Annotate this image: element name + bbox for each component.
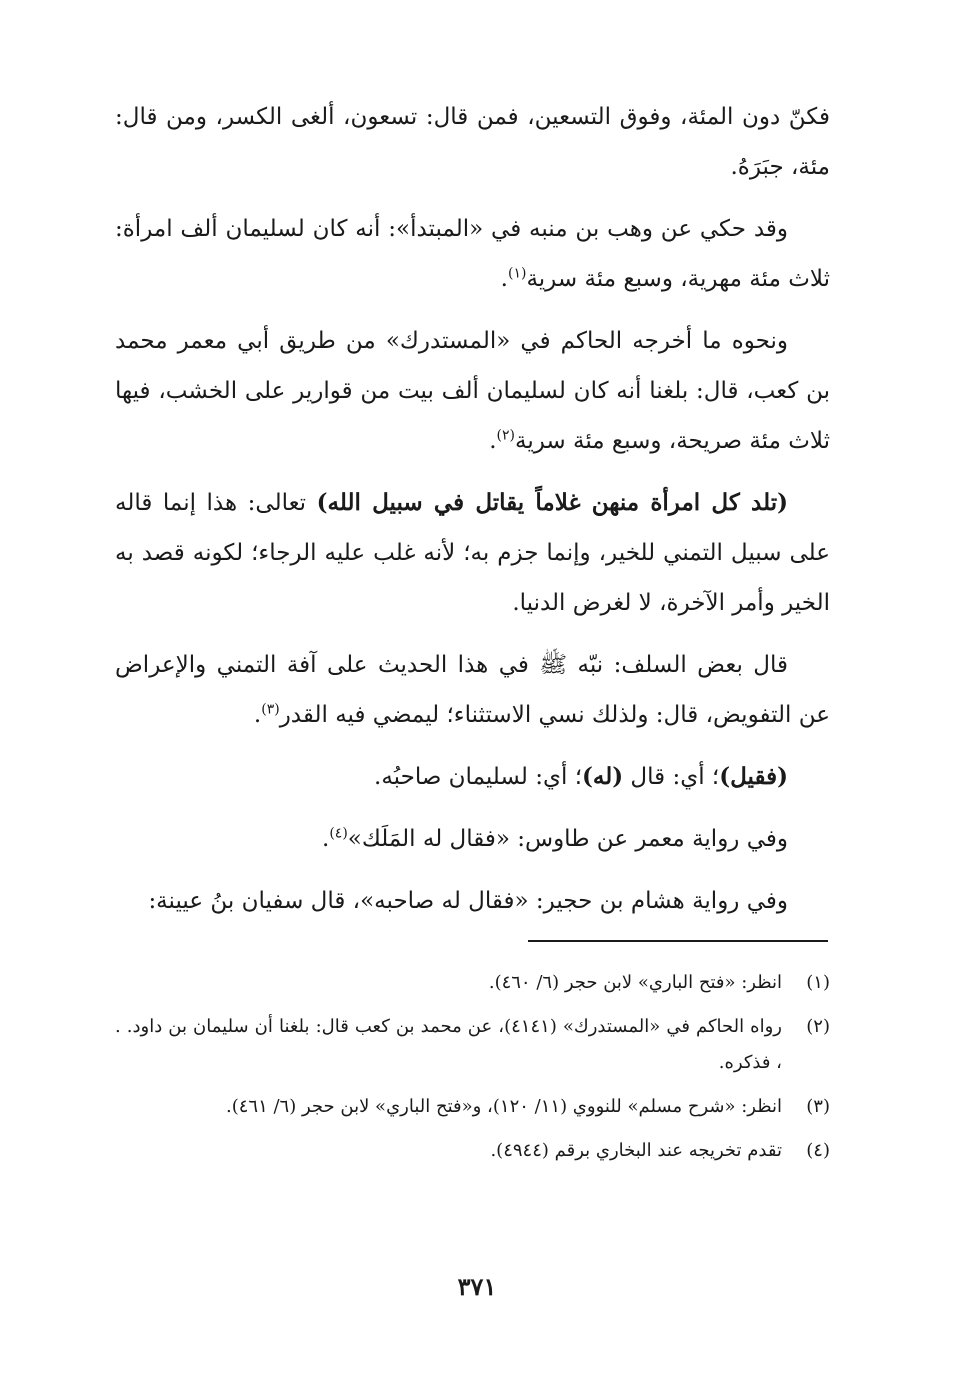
footnotes xyxy=(115,965,830,1177)
paragraph-text: وقد حكي عن وهب بن منبه في «المبتدأ»: أنه كان لسليمان ألف امرأة: ثلاث مئة مهرية، وسبع مئة سرية xyxy=(115,216,830,292)
footnote xyxy=(115,1089,830,1125)
paragraph-text: قال بعض السلف: نبّه ﷺ في هذا الحديث على آفة التمني والإعراض عن التفويض، قال: ولذلك نسي الاستثناء؛ ليمضي فيه القدر xyxy=(115,652,830,728)
footnote-text: تقدم تخريجه عند البخاري برقم (٤٩٤٤). xyxy=(490,1140,782,1161)
main-text xyxy=(115,92,830,938)
paragraph-text: ؛ أي: قال xyxy=(623,764,720,790)
paragraph-text: وفي رواية معمر عن طاوس: «فقال له المَلَك» xyxy=(347,826,788,852)
footnote xyxy=(115,965,830,1001)
paragraph-text: تعالى: هذا إنما قاله على سبيل التمني للخير، وإنما جزم به؛ لأنه غلب عليه الرجاء؛ لكونه قصد به الخير وأمر الآخرة، لا لغرض الدنيا. xyxy=(115,490,830,616)
footnote-number: (٤) xyxy=(806,1140,830,1161)
footnote xyxy=(115,1133,830,1169)
footnote-text: انظر: «فتح الباري» لابن حجر (٦/ ٤٦٠). xyxy=(488,972,782,993)
hadith-quote: (له) xyxy=(582,763,624,790)
footnote-separator xyxy=(528,940,828,942)
hadith-quote: (فقيل) xyxy=(719,763,788,790)
footnote-text: انظر: «شرح مسلم» للنووي (١١/ ١٢٠)، و«فتح الباري» لابن حجر (٦/ ٤٦١). xyxy=(225,1096,782,1117)
paragraph xyxy=(115,478,830,628)
page-number: ٣٧١ xyxy=(457,1272,497,1301)
paragraph-tail: . xyxy=(489,428,497,454)
footnote-text: رواه الحاكم في «المستدرك» (٤١٤١)، عن محمد بن كعب قال: بلغنا أن سليمان بن داود. . ، فذكره. xyxy=(115,1016,783,1073)
footnote-ref[interactable]: (٢) xyxy=(496,427,515,444)
footnote-number: (١) xyxy=(806,972,830,993)
paragraph xyxy=(115,316,830,466)
paragraph-tail: . xyxy=(322,826,330,852)
footnote-ref[interactable]: (١) xyxy=(507,265,527,282)
footnote-ref[interactable]: (٤) xyxy=(329,825,348,842)
paragraph xyxy=(115,876,830,926)
footnote-number: (٢) xyxy=(806,1016,830,1037)
paragraph-text: وفي رواية هشام بن حجير: «فقال له صاحبه»، قال سفيان بنُ عيينة: xyxy=(148,888,788,914)
paragraph-text: فكنّ دون المئة، وفوق التسعين، فمن قال: تسعون، ألغى الكسر، ومن قال: مئة، جبَرَهُ. xyxy=(115,104,830,180)
paragraph xyxy=(115,752,830,802)
footnote-number: (٣) xyxy=(806,1096,830,1117)
footnote-ref[interactable]: (٣) xyxy=(261,701,280,718)
paragraph xyxy=(115,814,830,864)
paragraph-text: ؛ أي: لسليمان صاحبُه. xyxy=(374,764,583,790)
paragraph xyxy=(115,204,830,304)
hadith-quote: (تلد كل امرأة منهن غلاماً يقاتل في سبيل الله) xyxy=(316,489,788,516)
paragraph-tail: . xyxy=(500,266,508,292)
paragraph-text: ونحوه ما أخرجه الحاكم في «المستدرك» من طريق أبي معمر محمد بن كعب، قال: بلغنا أنه كان لسليمان ألف بيت من قوارير على الخشب، فيها ثلاث مئة صريحة، وسبع مئة سرية xyxy=(115,328,830,454)
paragraph xyxy=(115,92,830,192)
footnote xyxy=(115,1009,830,1081)
paragraph xyxy=(115,640,830,740)
paragraph-tail: . xyxy=(253,702,262,728)
